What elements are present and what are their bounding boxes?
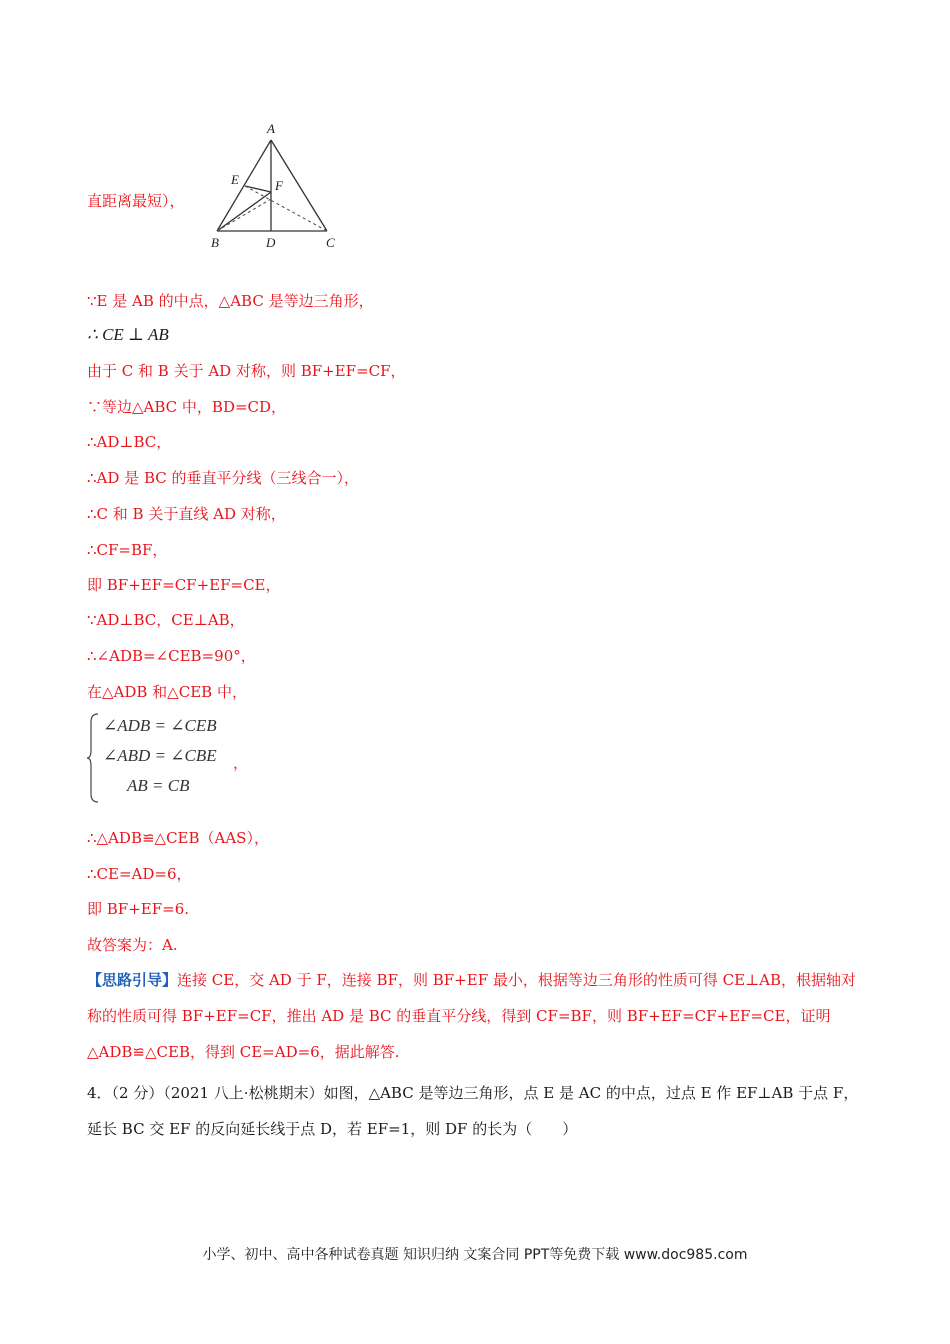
- segment-bf: [217, 192, 271, 231]
- proof-line-4: ∵等边△ABC 中，BD=CD，: [87, 398, 287, 416]
- condition-3: AB = CB: [127, 776, 190, 795]
- label-f: F: [275, 178, 283, 193]
- answer-line: 故答案为：A.: [87, 936, 178, 954]
- dashed-ec: [245, 186, 327, 231]
- condition-system: [87, 712, 247, 804]
- figure-prefix-text: 直距离最短），: [87, 192, 185, 210]
- side-ab: [217, 140, 271, 231]
- label-e: E: [231, 172, 239, 187]
- segment-ef: [245, 186, 271, 192]
- triangle-figure: [205, 120, 345, 255]
- proof-line-11: ∴∠ADB=∠CEB=90°，: [87, 647, 256, 665]
- proof-line-12: 在△ADB 和△CEB 中，: [87, 683, 247, 701]
- proof-line-8: ∴CF=BF，: [87, 541, 168, 559]
- proof-line-14: ∴CE=AD=6，: [87, 865, 192, 883]
- proof-line-3: 由于 C 和 B 关于 AD 对称，则 BF+EF=CF，: [87, 362, 406, 380]
- question-4: 4．（2 分）（2021 八上·松桃期末）如图，△ABC 是等边三角形，点 E 是 AC 的中点，过点 E 作 EF⊥AB 于点 F，延长 BC 交 EF 的反向延长线于点 D，若 EF=1，则 DF 的长为（ ）: [87, 1084, 859, 1138]
- condition-1: ∠ADB = ∠CEB: [103, 716, 217, 735]
- left-brace: [87, 712, 101, 804]
- guide-text: 连接 CE，交 AD 于 F，连接 BF，则 BF+EF 最小，根据等边三角形的性质可得 CE⊥AB，根据轴对称的性质可得 BF+EF=CF，推出 AD 是 BC 的垂直平分线，得到 CF=BF，则 BF+EF=CF+EF=CE，证明△ADB≌△CEB，得到 CE=AD=6，据此解答.: [87, 971, 857, 1061]
- proof-line-7: ∴C 和 B 关于直线 AD 对称，: [87, 505, 286, 523]
- label-c: C: [326, 235, 335, 250]
- page-footer: 小学、初中、高中各种试卷真题 知识归纳 文案合同 PPT等免费下载 www.doc985.com: [202, 1247, 748, 1263]
- proof-line-1: ∵E 是 AB 的中点，△ABC 是等边三角形，: [87, 292, 374, 310]
- guide-tag: 【思路引导】: [87, 971, 178, 989]
- dashed-bf: [217, 199, 271, 231]
- guide-paragraph: [87, 962, 867, 1070]
- proof-line-2: ∴ CE ⊥ AB: [87, 325, 169, 344]
- proof-line-6: ∴AD 是 BC 的垂直平分线（三线合一），: [87, 469, 359, 487]
- proof-line-13: ∴△ADB≌△CEB（AAS），: [87, 829, 269, 847]
- proof-line-10: ∵AD⊥BC，CE⊥AB，: [87, 611, 245, 629]
- condition-2: ∠ABD = ∠CBE: [103, 746, 217, 765]
- label-a: A: [267, 121, 275, 136]
- proof-line-5: ∴AD⊥BC，: [87, 433, 172, 451]
- proof-line-9: 即 BF+EF=CF+EF=CE，: [87, 576, 281, 594]
- proof-line-15: 即 BF+EF=6.: [87, 900, 190, 918]
- label-b: B: [211, 235, 219, 250]
- label-d: D: [266, 235, 276, 250]
- system-suffix: ，: [233, 756, 249, 772]
